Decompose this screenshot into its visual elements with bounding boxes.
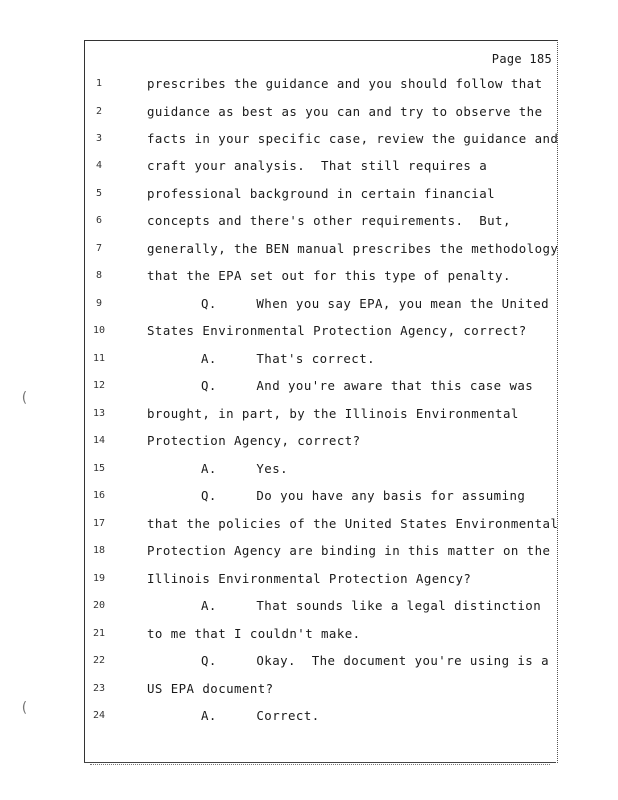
footer-scan-line [90, 764, 550, 768]
transcript-line [0, 268, 618, 288]
line-number: 14 [92, 435, 106, 446]
line-text: concepts and there's other requirements. But, [147, 213, 511, 228]
line-text: professional background in certain financial [147, 186, 496, 201]
line-text: craft your analysis. That still requires a [147, 158, 488, 173]
transcript-line [0, 131, 618, 151]
line-number: 24 [92, 710, 106, 721]
line-text: Illinois Environmental Protection Agency? [147, 571, 472, 586]
transcript-line [0, 708, 618, 728]
line-number: 18 [92, 545, 106, 556]
line-text: guidance as best as you can and try to observe the [147, 104, 543, 119]
transcript-line [0, 76, 618, 96]
transcript-line [0, 433, 618, 453]
transcript-line [0, 571, 618, 591]
line-text: States Environmental Protection Agency, correct? [147, 323, 527, 338]
transcript-line [0, 461, 618, 481]
line-text: Protection Agency are binding in this matter on the [147, 543, 551, 558]
line-number: 21 [92, 628, 106, 639]
line-text: Q. Do you have any basis for assuming [201, 488, 526, 503]
transcript-line [0, 653, 618, 673]
transcript-line [0, 104, 618, 124]
line-number: 20 [92, 600, 106, 611]
line-number: 7 [95, 243, 103, 254]
scan-mark: ( [20, 390, 29, 406]
scan-mark: ( [20, 700, 29, 716]
line-text: Q. And you're aware that this case was [201, 378, 534, 393]
transcript-line [0, 186, 618, 206]
line-text: Q. Okay. The document you're using is a [201, 653, 550, 668]
line-number: 5 [95, 188, 103, 199]
line-text: that the EPA set out for this type of penalty. [147, 268, 511, 283]
transcript-line [0, 351, 618, 371]
transcript-line [0, 241, 618, 261]
line-number: 6 [95, 215, 103, 226]
line-number: 2 [95, 106, 103, 117]
line-number: 9 [95, 298, 103, 309]
transcript-line [0, 296, 618, 316]
line-text: to me that I couldn't make. [147, 626, 361, 641]
transcript-line [0, 158, 618, 178]
line-text: that the policies of the United States Environmental [147, 516, 559, 531]
line-text: generally, the BEN manual prescribes the methodology [147, 241, 559, 256]
line-number: 1 [95, 78, 103, 89]
line-text: facts in your specific case, review the guidance and [147, 131, 559, 146]
line-text: brought, in part, by the Illinois Environmental [147, 406, 519, 421]
line-number: 8 [95, 270, 103, 281]
line-number: 22 [92, 655, 106, 666]
line-number: 3 [95, 133, 103, 144]
page-bottom-rule [84, 762, 556, 763]
line-number: 19 [92, 573, 106, 584]
line-text: US EPA document? [147, 681, 274, 696]
line-number: 4 [95, 160, 103, 171]
line-number: 16 [92, 490, 106, 501]
line-text: A. That's correct. [201, 351, 376, 366]
transcript-line [0, 543, 618, 563]
line-text: A. That sounds like a legal distinction [201, 598, 542, 613]
line-text: A. Yes. [201, 461, 289, 476]
line-number: 10 [92, 325, 106, 336]
line-text: A. Correct. [201, 708, 320, 723]
line-number: 15 [92, 463, 106, 474]
transcript-line [0, 378, 618, 398]
transcript-line [0, 516, 618, 536]
line-number: 13 [92, 408, 106, 419]
transcript-line [0, 213, 618, 233]
transcript-line [0, 323, 618, 343]
line-number: 17 [92, 518, 106, 529]
line-number: 11 [92, 353, 106, 364]
page-number: Page 185 [491, 52, 552, 66]
transcript-line [0, 488, 618, 508]
transcript-line [0, 598, 618, 618]
line-text: prescribes the guidance and you should follow that [147, 76, 543, 91]
line-text: Q. When you say EPA, you mean the United [201, 296, 550, 311]
transcript-line [0, 681, 618, 701]
transcript-line [0, 626, 618, 646]
line-number: 23 [92, 683, 106, 694]
line-text: Protection Agency, correct? [147, 433, 361, 448]
transcript-line [0, 406, 618, 426]
line-number: 12 [92, 380, 106, 391]
